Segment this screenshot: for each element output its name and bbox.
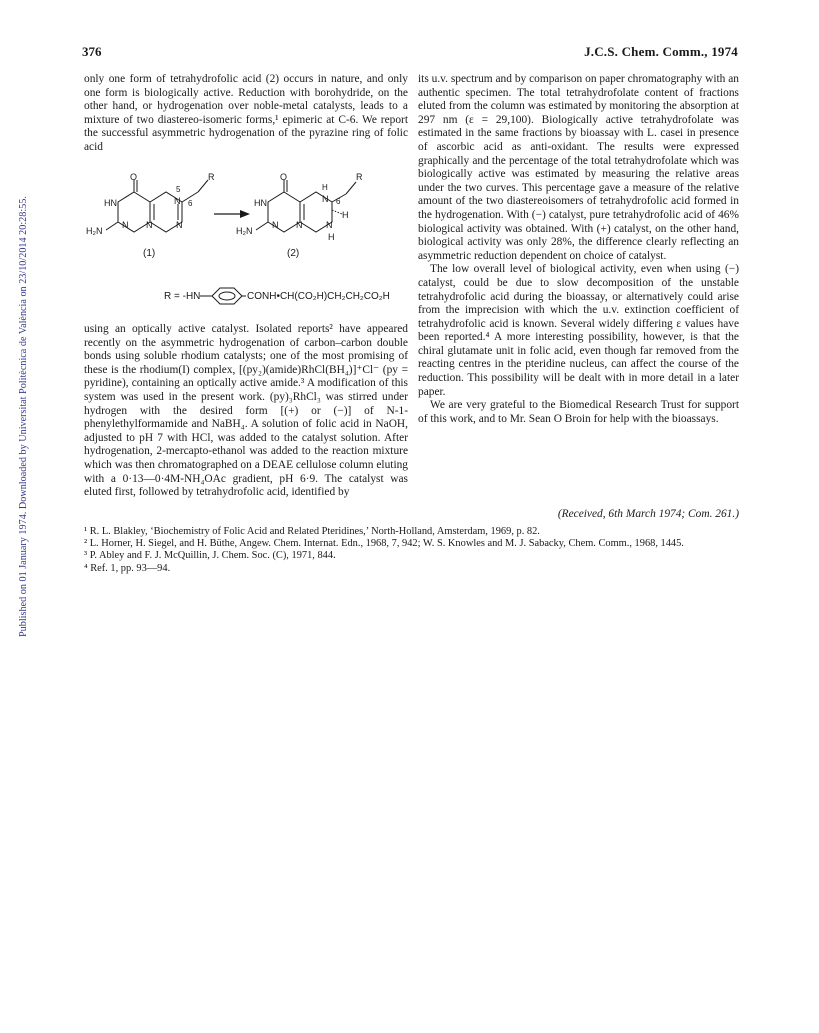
reaction-scheme-figure xyxy=(84,170,408,310)
page-number: 376 xyxy=(82,44,102,59)
left-column-bottom xyxy=(84,323,408,500)
svg-text:H₂N: H₂N xyxy=(86,226,103,236)
journal-running-head: J.C.S. Chem. Comm., 1974 xyxy=(584,44,738,59)
download-watermark xyxy=(0,0,29,640)
svg-text:N: N xyxy=(122,220,129,230)
svg-text:H: H xyxy=(342,210,349,220)
r-group-suffix: CONH•CH(CO₂H)CH₂CH₂CO₂H xyxy=(247,291,390,302)
svg-text:N: N xyxy=(176,220,183,230)
svg-text:R: R xyxy=(356,172,363,182)
received-date: (Received, 6th March 1974; Com. 261.) xyxy=(557,508,739,520)
svg-text:N: N xyxy=(322,194,329,204)
paragraph: using an optically active catalyst. Isolated reports² have appeared recently on the asymmetric hydrogenation of carbon–carbon double bonds using soluble rhodium catalysts; one of the most promising of these is the rhodium(I) complex, [(py₂)(amide)RhCl(BH₄)]⁺Cl⁻ (py = pyridine), containing an optically active amide.³ A modification of this system was used in the present work. (py)₃RhCl₃ was stirred under hydrogen with the desired form [(+) or (−)] of N-1-phenylethylformamide and NaBH₄. A solution of folic acid in NaOH, adjusted to pH 7 with HCl, was added to the catalyst solution. After hydrogenation, 2-mercapto-ethanol was added to the reaction mixture which was then chromatographed on a DEAE cellulose column eluting with a 0·13—0·4M-NH₄OAc gradient, pH 6·9. The catalyst was eluted first, followed by tetrahydrofolic acid, identified by xyxy=(84,323,408,499)
footnote: ³ P. Abley and F. J. McQuillin, J. Chem. Soc. (C), 1971, 844. xyxy=(84,550,336,562)
paragraph: its u.v. spectrum and by comparison on paper chromatography with an authentic specimen. The total tetrahydrofolate content of fractions eluted from the column was estimated by monitoring the absorption at 297 nm (ε = 29,100). Biologically active tetrahydrofolate was estimated in the same fractions by bioassay with L. casei in presence of ascorbic acid as anti-oxidant. The results were expressed graphically and the percentage of the total tetrahydrofolate which was biologically active was estimated by measuring the relative areas under the two curves. This percentage gave a measure of the relative amount of the two diastereoisomers of tetrahydrofolic acid formed in the hydrogenation. With (−) catalyst, pure tetrahydrofolic acid of 46% biological activity was obtained. With (+) catalyst, on the other hand, biological activity was only 28%, the difference clearly reflecting an asymmetric reduction dependent on choice of catalyst. xyxy=(418,73,739,262)
svg-text:H₂N: H₂N xyxy=(236,226,253,236)
svg-text:N: N xyxy=(272,220,279,230)
svg-text:HN: HN xyxy=(104,198,117,208)
compound-2-label: (2) xyxy=(287,248,300,259)
svg-text:O: O xyxy=(280,172,288,182)
left-column-top xyxy=(84,73,408,155)
footnote: ⁴ Ref. 1, pp. 93—94. xyxy=(84,562,171,574)
svg-text:H: H xyxy=(328,232,335,242)
svg-text:N: N xyxy=(326,220,333,230)
acknowledgement-paragraph: We are very grateful to the Biomedical Research Trust for support of this work, and to Mr. Sean O Broin for help with the bioassays. xyxy=(418,399,739,425)
svg-text:O: O xyxy=(130,172,138,182)
compound-1-label: (1) xyxy=(143,248,156,259)
svg-text:6: 6 xyxy=(188,199,193,208)
r-group-prefix: R = -HN xyxy=(164,291,201,302)
reaction-scheme-svg xyxy=(84,170,408,310)
footnotes xyxy=(84,526,740,575)
svg-text:6: 6 xyxy=(336,197,341,206)
right-column xyxy=(418,73,739,426)
svg-text:N: N xyxy=(146,220,153,230)
page-header xyxy=(82,44,738,62)
paragraph: The low overall level of biological activity, even when using (−) catalyst, could be due to slow decomposition of the unstable tetrahydrofolic acid during the bioassay, or alternatively could arise from the imprecision with which the u.v. extinction coefficient of tetrahydrofolic acid is known. Several widely differing ε values have been reported.⁴ A more interesting possibility, however, is that the chiral glutamate unit in folic acid, even though far removed from the reacting centres in the pteridine nucleus, can affect the course of the reduction. This possibility will be dealt with in more detail in a later paper. xyxy=(418,263,739,398)
svg-text:N: N xyxy=(174,196,181,206)
svg-text:H: H xyxy=(322,183,328,192)
footnote: ² L. Horner, H. Siegel, and H. Büthe, Angew. Chem. Internat. Edn., 1968, 7, 942; W. S. Knowles and M. J. Sabacky, Chem. Comm., 1968, 1445. xyxy=(84,538,684,550)
svg-text:5: 5 xyxy=(176,185,181,194)
download-watermark-text: Published on 01 January 1974. Downloaded by Universitat Politècnica de València on 23/10/2014 20:28:55. xyxy=(18,196,29,637)
paragraph: only one form of tetrahydrofolic acid (2) occurs in nature, and only one form is biologically active. Reduction with borohydride, on the other hand, or hydrogenation over noble-metal catalysts, leads to a mixture of two diastereo-isomeric forms,¹ epimeric at C-6. We report the successful asymmetric hydrogenation of the pyrazine ring of folic acid xyxy=(84,73,408,153)
svg-text:HN: HN xyxy=(254,198,267,208)
footnote: ¹ R. L. Blakley, ‘Biochemistry of Folic Acid and Related Pteridines,’ North-Holland, Amsterdam, 1969, p. 82. xyxy=(84,526,540,537)
svg-text:N: N xyxy=(296,220,303,230)
svg-text:R: R xyxy=(208,172,215,182)
